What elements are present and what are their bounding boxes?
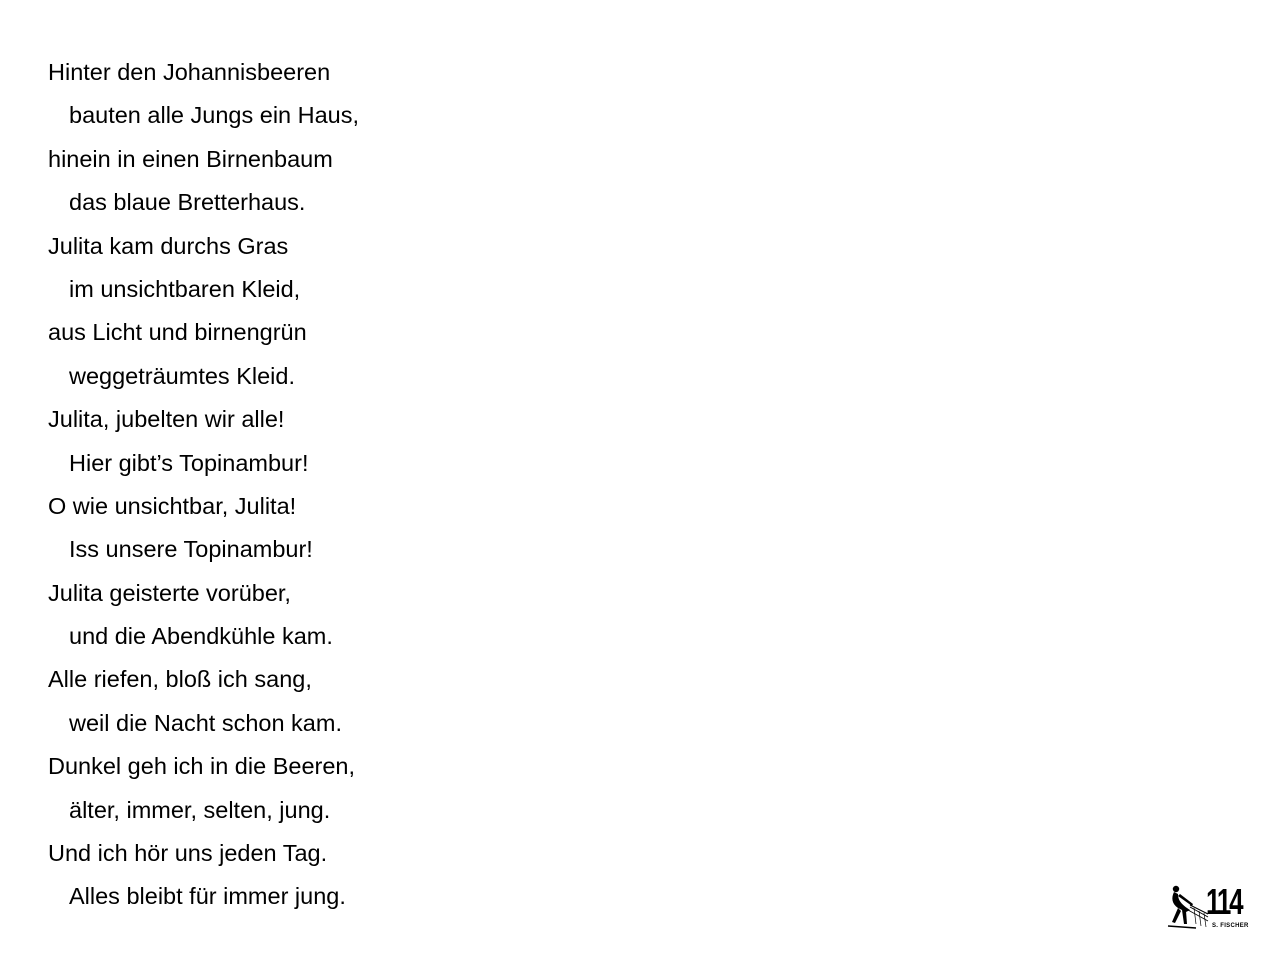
poem-line: Dunkel geh ich in die Beeren, [48,753,356,780]
fisherman-with-net-icon [1166,884,1210,930]
poem-line: Und ich hör uns jeden Tag. [48,840,328,867]
poem-line: das blaue Bretterhaus. [69,189,306,216]
poem-line: Julita, jubelten wir alle! [48,406,285,433]
poem-line: im unsichtbaren Kleid, [69,275,301,302]
publisher-mark [1166,881,1260,932]
poem-line: und die Abendkühle kam. [69,623,333,650]
poem-line: hinein in einen Birnenbaum [48,145,333,172]
poem-line: Hier gibt’s Topinambur! [69,449,309,476]
poem-line: O wie unsichtbar, Julita! [48,492,297,519]
poem-text [48,51,359,919]
poem-line: Hinter den Johannisbeeren [48,59,331,85]
poem-line: bauten alle Jungs ein Haus, [69,102,360,129]
page-number: 114 [1206,881,1242,922]
publisher-name: S. FISCHER [1212,923,1249,929]
poem-line: Alle riefen, bloß ich sang, [48,666,312,693]
poem-line: Julita kam durchs Gras [48,232,289,259]
poem-line: älter, immer, selten, jung. [69,796,331,823]
poem-line: weil die Nacht schon kam. [69,709,342,736]
poem-line: Alles bleibt für immer jung. [69,883,346,910]
poem-line: aus Licht und birnengrün [48,319,307,346]
poem-line: Julita geisterte vorüber, [48,579,291,606]
poem-line: Iss unsere Topinambur! [69,536,313,563]
poem-line: weggeträumtes Kleid. [69,362,295,389]
